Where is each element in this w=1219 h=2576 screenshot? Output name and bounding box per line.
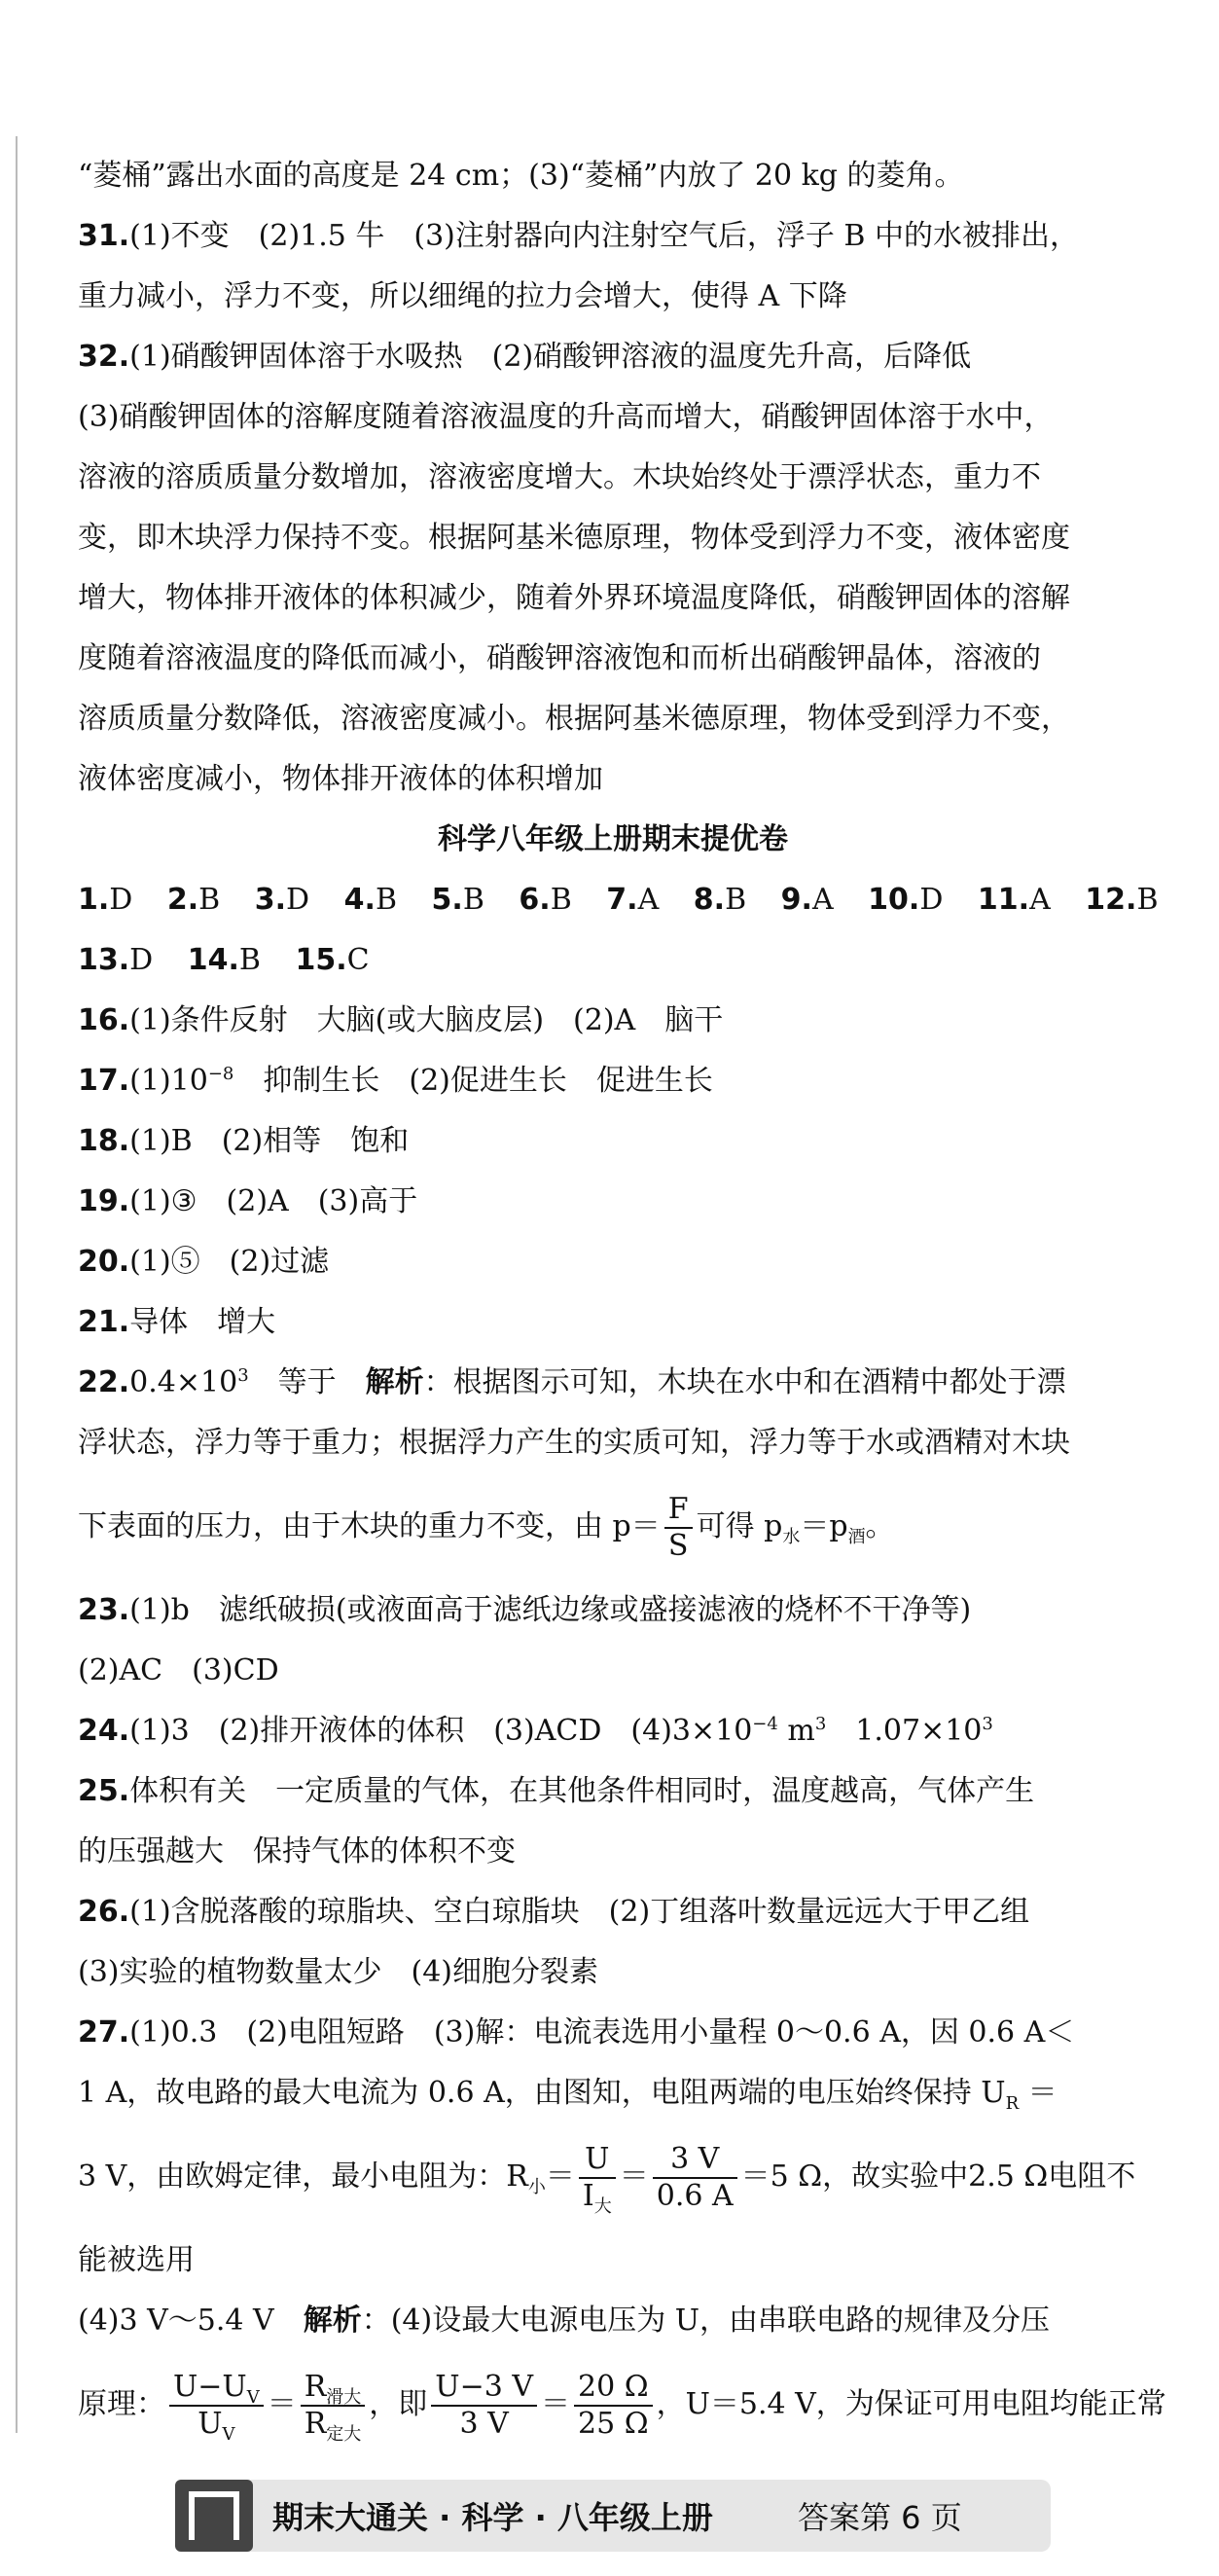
question-number: 31. [78, 219, 130, 253]
text-line: 溶质质量分数降低，溶液密度减小。根据阿基米德原理，物体受到浮力不变， [78, 702, 1070, 736]
publisher-logo-icon [175, 2480, 253, 2552]
text-line: 溶液的溶质质量分数增加，溶液密度增大。木块始终处于漂浮状态，重力不 [78, 460, 1041, 494]
fraction: $\frac{U-3 V}{3 V}$ [431, 2370, 537, 2442]
fraction: $\frac{F}{S}$ [664, 1492, 693, 1564]
q17-line: $17.(1)10^{-8}$ 抑制生长 (2)促进生长 促进生长 [78, 1064, 713, 1098]
q23-line: 23.(1)b 滤纸破损(或液面高于滤纸边缘或盛接滤液的烧杯不干净等) [78, 1593, 972, 1627]
mc-answers-row-1 [78, 870, 1159, 930]
q25-line: 25.体积有关 一定质量的气体，在其他条件相同时，温度越高，气体产生 [78, 1774, 1035, 1808]
mc-answer: 8.B [693, 883, 747, 917]
q18-line: 18.(1)B (2)相等 饱和 [78, 1124, 410, 1158]
q32-line [78, 327, 1148, 387]
footer-title: 期末大通关 · 科学 · 八年级上册 [272, 2499, 713, 2536]
mc-answer: 1.D [78, 883, 133, 917]
q27-line: 27.(1)0.3 (2)电阻短路 (3)解：电流表选用小量程 0～0.6 A，因 0.6 A＜ [78, 2015, 1075, 2050]
answer-text: (1)硝酸钾固体溶于水吸热 (2)硝酸钾溶液的温度先升高，后降低 [129, 340, 972, 374]
mc-answer: 13.D [78, 943, 154, 977]
q26-line: 26.(1)含脱落酸的琼脂块、空白琼脂块 (2)丁组落叶数量远远大于甲乙组 [78, 1895, 1030, 1929]
text-line: 度随着溶液温度的降低而减小，硝酸钾溶液饱和而析出硝酸钾晶体，溶液的 [78, 641, 1041, 675]
text-line: (2)AC (3)CD [78, 1653, 279, 1687]
q31-line [78, 206, 1148, 267]
page-footer [0, 2472, 1219, 2559]
text-line: 变，即木块浮力保持不变。根据阿基米德原理，物体受到浮力不变，液体密度 [78, 521, 1070, 555]
q27-line-2: 1 A，故电路的最大电流为 0.6 A，由图知，电阻两端的电压始终保持 $U_R$ ＝ [78, 2076, 1058, 2114]
mc-answer: 4.B [343, 883, 397, 917]
mc-answer: 11.A [977, 883, 1051, 917]
text-line: 液体密度减小，物体排开液体的体积增加 [78, 762, 603, 796]
fraction: $\frac{U-U_V}{U_V}$ [169, 2370, 264, 2442]
text-line: 重力减小，浮力不变，所以细绳的拉力会增大，使得 A 下降 [78, 279, 847, 313]
fraction: $\frac{R_{滑大}}{R_{定大}}$ [301, 2370, 366, 2442]
q27-line-5: (4)3 V～5.4 V 解析：(4)设最大电源电压为 U，由串联电路的规律及分压 [78, 2304, 1051, 2338]
binding-edge-line [16, 136, 18, 2433]
q16-line: 16.(1)条件反射 大脑(或大脑皮层) (2)A 脑干 [78, 1003, 724, 1037]
mc-answer: 14.B [187, 943, 261, 977]
mc-answer: 9.A [780, 883, 834, 917]
question-number: 32. [78, 340, 130, 374]
mc-answer: 10.D [868, 883, 944, 917]
text-line: (3)硝酸钾固体的溶解度随着溶液温度的升高而增大，硝酸钾固体溶于水中， [78, 400, 1054, 434]
q27-formula-line: 3 V，由欧姆定律，最小电阻为：$R_小=$ $\frac{U}{I_大}$ ＝ $\frac{3 V}{0.6 A}$ ＝5 Ω，故实验中2.5 Ω电阻不 [78, 2142, 1136, 2217]
q19-line: 19.(1)③ (2)A (3)高于 [78, 1184, 418, 1218]
answer-content [78, 146, 1166, 2458]
q20-line: 20.(1)⑤ (2)过滤 [78, 1245, 330, 1279]
mc-answer: 3.D [254, 883, 310, 917]
fraction: $\frac{3 V}{0.6 A}$ [653, 2142, 737, 2214]
fraction: $\frac{20 \Omega}{25 \Omega}$ [574, 2370, 653, 2442]
q27-formula-line-2: 原理： $\frac{U-U_V}{U_V}$ ＝ $\frac{R_{滑大}}{R_{定大}}$ ，即 $\frac{U-3 V}{3 V}$ ＝ $\frac{20 \Omega}{25 \Omega}$ ，U＝5.4 V，为保证可用电阻均能正常 [78, 2370, 1166, 2445]
section-heading: 科学八年级上册期末提优卷 [438, 822, 788, 856]
q22-line: $22.0.4\times 10^3$ 等于 解析：根据图示可知，木块在水中和在酒精中都处于漂 [78, 1365, 1066, 1399]
mc-answer: 5.B [431, 883, 484, 917]
q22-formula-line: 下表面的压力，由于木块的重力不变，由 p＝ $\frac{F}{S}$ 可得 $p_水=p_酒$。 [78, 1492, 895, 1563]
text-line: 浮状态，浮力等于重力；根据浮力产生的实质可知，浮力等于水或酒精对木块 [78, 1426, 1070, 1460]
mc-answer: 15.C [295, 943, 370, 977]
mc-answer: 2.B [166, 883, 221, 917]
text-line: “菱桶”露出水面的高度是 24 cm；(3)“菱桶”内放了 20 kg 的菱角。 [78, 159, 964, 193]
answer-text: (1)不变 (2)1.5 牛 (3)注射器向内注射空气后，浮子 B 中的水被排出， [129, 219, 1080, 253]
mc-answer: 7.A [606, 883, 660, 917]
mc-answers-row-2 [78, 930, 1148, 991]
q21-line: 21.导体 增大 [78, 1305, 276, 1339]
text-line: (3)实验的植物数量太少 (4)细胞分裂素 [78, 1955, 598, 1989]
fraction: $\frac{U}{I_大}$ [579, 2142, 616, 2214]
text-line: 增大，物体排开液体的体积减少，随着外界环境温度降低，硝酸钾固体的溶解 [78, 581, 1070, 615]
mc-answer: 12.B [1085, 883, 1159, 917]
text-line: 的压强越大 保持气体的体积不变 [78, 1834, 516, 1869]
q24-line: 24.(1)3 (2)排开液体的体积 (3)ACD $(4)3\times 10^{-4}$ $m^3$ $1.07\times 10^3$ [78, 1714, 993, 1748]
page-number: 答案第 6 页 [798, 2499, 962, 2536]
text-line: 能被选用 [78, 2243, 195, 2277]
mc-answer: 6.B [519, 883, 572, 917]
